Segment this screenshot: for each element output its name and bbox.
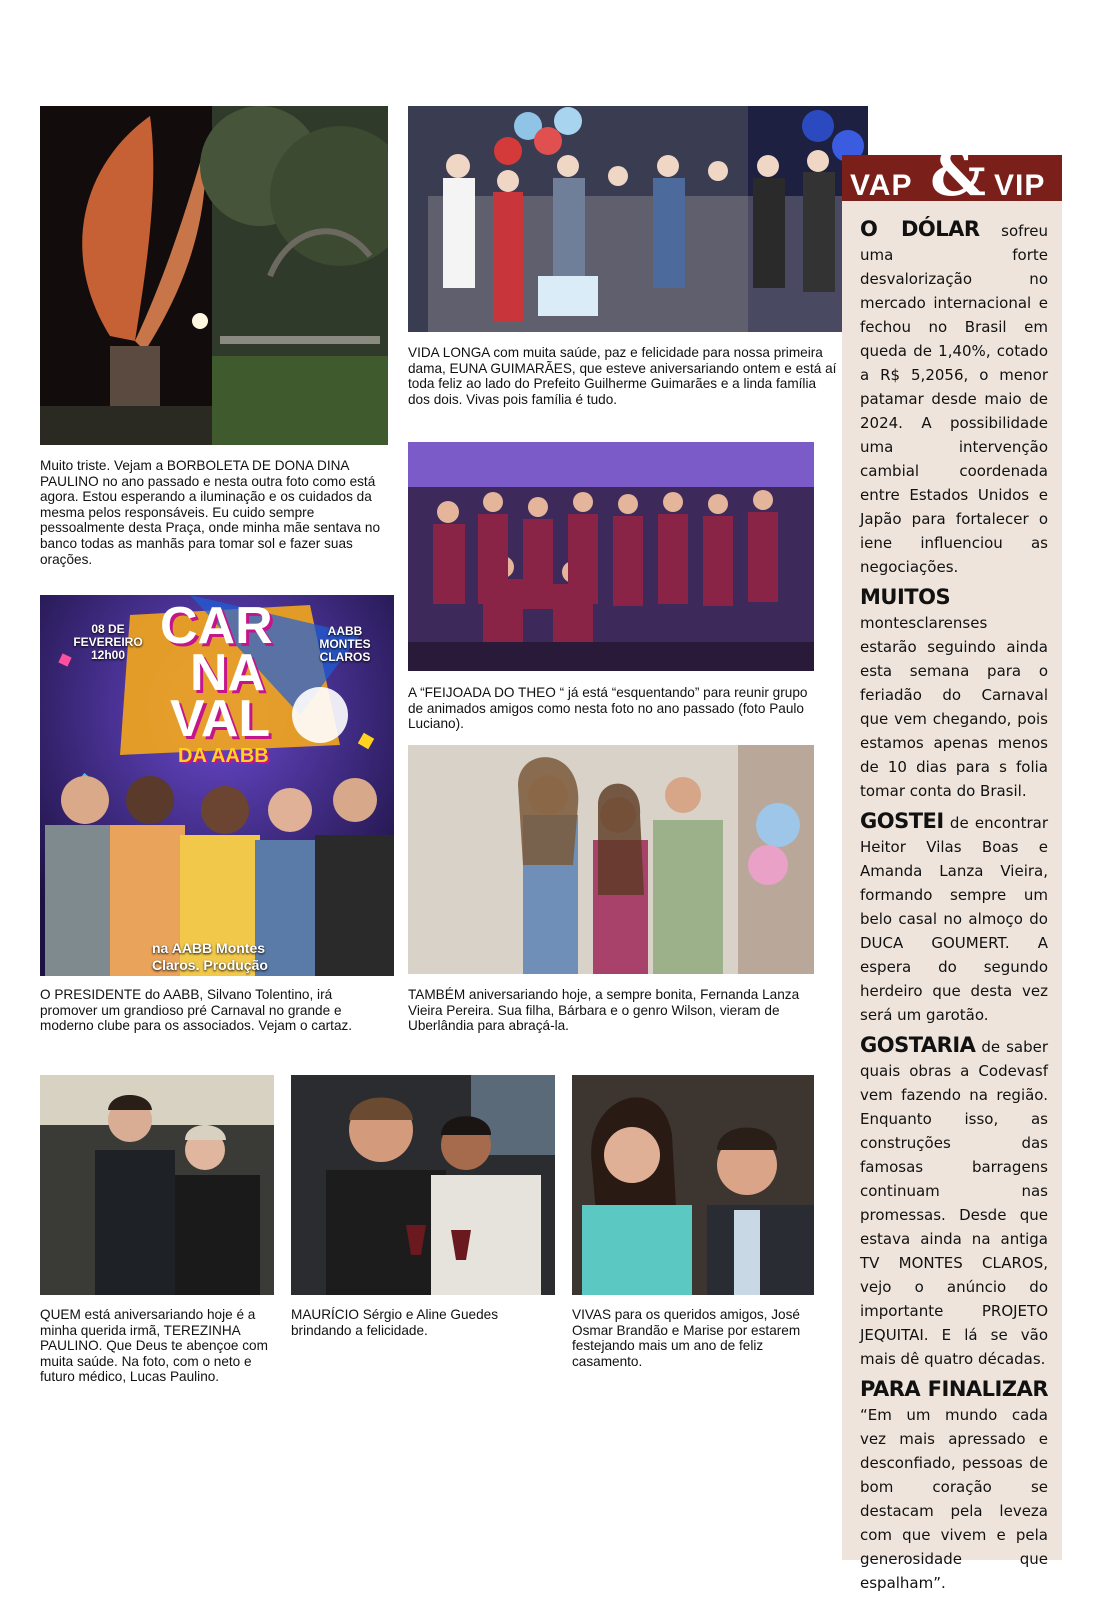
- caption-mauricio: MAURÍCIO Sérgio e Aline Guedes brindando a felicidade.: [291, 1307, 499, 1338]
- header-vap: VAP: [850, 169, 913, 202]
- keyword: GOSTEI: [860, 809, 944, 833]
- caption-feijoada: A “FEIJOADA DO THEO “ já está “esquentando” para reunir grupo de animados amigos como nesta foto no ano passado (foto Paulo Luciano).: [408, 685, 808, 732]
- poster-date: 08 DE FEVEREIRO 12h00: [73, 622, 143, 662]
- caption-butterfly: Muito triste. Vejam a BORBOLETA DE DONA DINA PAULINO no ano passado e nesta outra foto como está agora. Estou esperando a iluminação e os cuidados da mesma pelos responsáveis. Eu cuido sempre pessoalmente desta Praça, onde minha mãe sentava no banco todas as manhãs para tomar sol e fazer suas orações.: [40, 458, 381, 567]
- poster-title-3: VAL: [170, 690, 271, 748]
- butterfly-photo: [40, 106, 388, 445]
- column-item-gostaria: [860, 1033, 1048, 1371]
- column-header: [842, 137, 1062, 210]
- item-text: sofreu uma forte desvalorização no mercado internacional e fechou no Brasil em queda de 1,40%, cotado a R$ 5,2056, o menor patamar desde maio de 2024. A possibilidade uma intervenção cambial coordenada entre Estados Unidos e Japão para fortalecer o iene influenciou as negociações.: [860, 222, 1048, 576]
- poster-footer-2: Claros. Produção: [152, 957, 268, 973]
- item-text: de encontrar Heitor Vilas Boas e Amanda Lanza Vieira, formando sempre um belo casal no almoço do DUCA GOUMERT. A espera do segundo herdeiro que desta vez será um garotão.: [860, 814, 1048, 1024]
- column-item-finalizar: [860, 1377, 1048, 1595]
- poster-subtitle: DA AABB: [178, 745, 269, 767]
- caption-tambem: TAMBÉM aniversariando hoje, a sempre bonita, Fernanda Lanza Vieira Pereira. Sua filha, Bárbara e o genro Wilson, vieram de Uberlândia para abraçá-la.: [408, 987, 800, 1034]
- keyword: MUITOS: [860, 585, 951, 609]
- poster-title-1: CAR: [160, 597, 273, 655]
- caption-vivas: VIVAS para os queridos amigos, José Osmar Brandão e Marise por estarem festejando mais um ano de feliz casamento.: [572, 1307, 801, 1369]
- fernanda-photo: [408, 745, 814, 974]
- jose-osmar-photo: [572, 1075, 814, 1295]
- feijoada-photo: [408, 442, 814, 671]
- caption-presidente: O PRESIDENTE do AABB, Silvano Tolentino, irá promover um grandioso pré Carnaval no grande e moderno clube para os associados. Vejam o cartaz.: [40, 987, 353, 1034]
- poster-title-2: NA: [190, 644, 266, 702]
- poster-venue: AABB MONTES CLAROS: [319, 624, 371, 664]
- keyword: GOSTARIA: [860, 1033, 976, 1057]
- item-text: “Em um mundo cada vez mais apressado e desconfiado, pessoas de bom coração se destacam pela leveza com que vivem e pela generosidade que espalham”.: [860, 1406, 1048, 1592]
- column-text: [860, 217, 1048, 1601]
- family-party-photo: [408, 106, 868, 332]
- item-text: montesclarenses estarão seguindo ainda esta semana para o feriadão do Carnaval que vem chegando, pois estamos apenas menos de 10 dias para s folia tomar conta do Brasil.: [860, 614, 1048, 800]
- keyword: O DÓLAR: [860, 217, 980, 241]
- column-item-dolar: [860, 217, 1048, 579]
- caption-vida-longa: VIDA LONGA com muita saúde, paz e felicidade para nossa primeira dama, EUNA GUIMARÃES, que esteve aniversariando ontem e está aí toda feliz ao lado do Prefeito Guilherme Guimarães e a linda família dos dois. Vivas pois família é tudo.: [408, 345, 837, 407]
- mauricio-photo: [291, 1075, 555, 1295]
- column-item-gostei: [860, 809, 1048, 1027]
- carnaval-poster: [40, 595, 394, 976]
- poster-footer-1: na AABB Montes: [152, 940, 266, 956]
- caption-quem: QUEM está aniversariando hoje é a minha querida irmã, TEREZINHA PAULINO. Que Deus te abençoe com muita saúde. Na foto, com o neto e futuro médico, Lucas Paulino.: [40, 1307, 268, 1385]
- header-ampersand: &: [930, 137, 986, 210]
- item-text: de saber quais obras a Codevasf vem fazendo na região. Enquanto isso, as construções das famosas barragens continuam nas promessas. Desde que estava ainda na antiga TV MONTES CLAROS, vejo o anúncio do importante PROJETO JEQUITAI. E lá se vão mais dê quatro décadas.: [860, 1038, 1048, 1368]
- header-vip: VIP: [994, 169, 1046, 202]
- keyword: PARA FINALIZAR: [860, 1377, 1048, 1401]
- column-item-muitos: [860, 585, 1048, 803]
- terezinha-photo: [40, 1075, 274, 1295]
- vap-vip-column: [842, 137, 1062, 1592]
